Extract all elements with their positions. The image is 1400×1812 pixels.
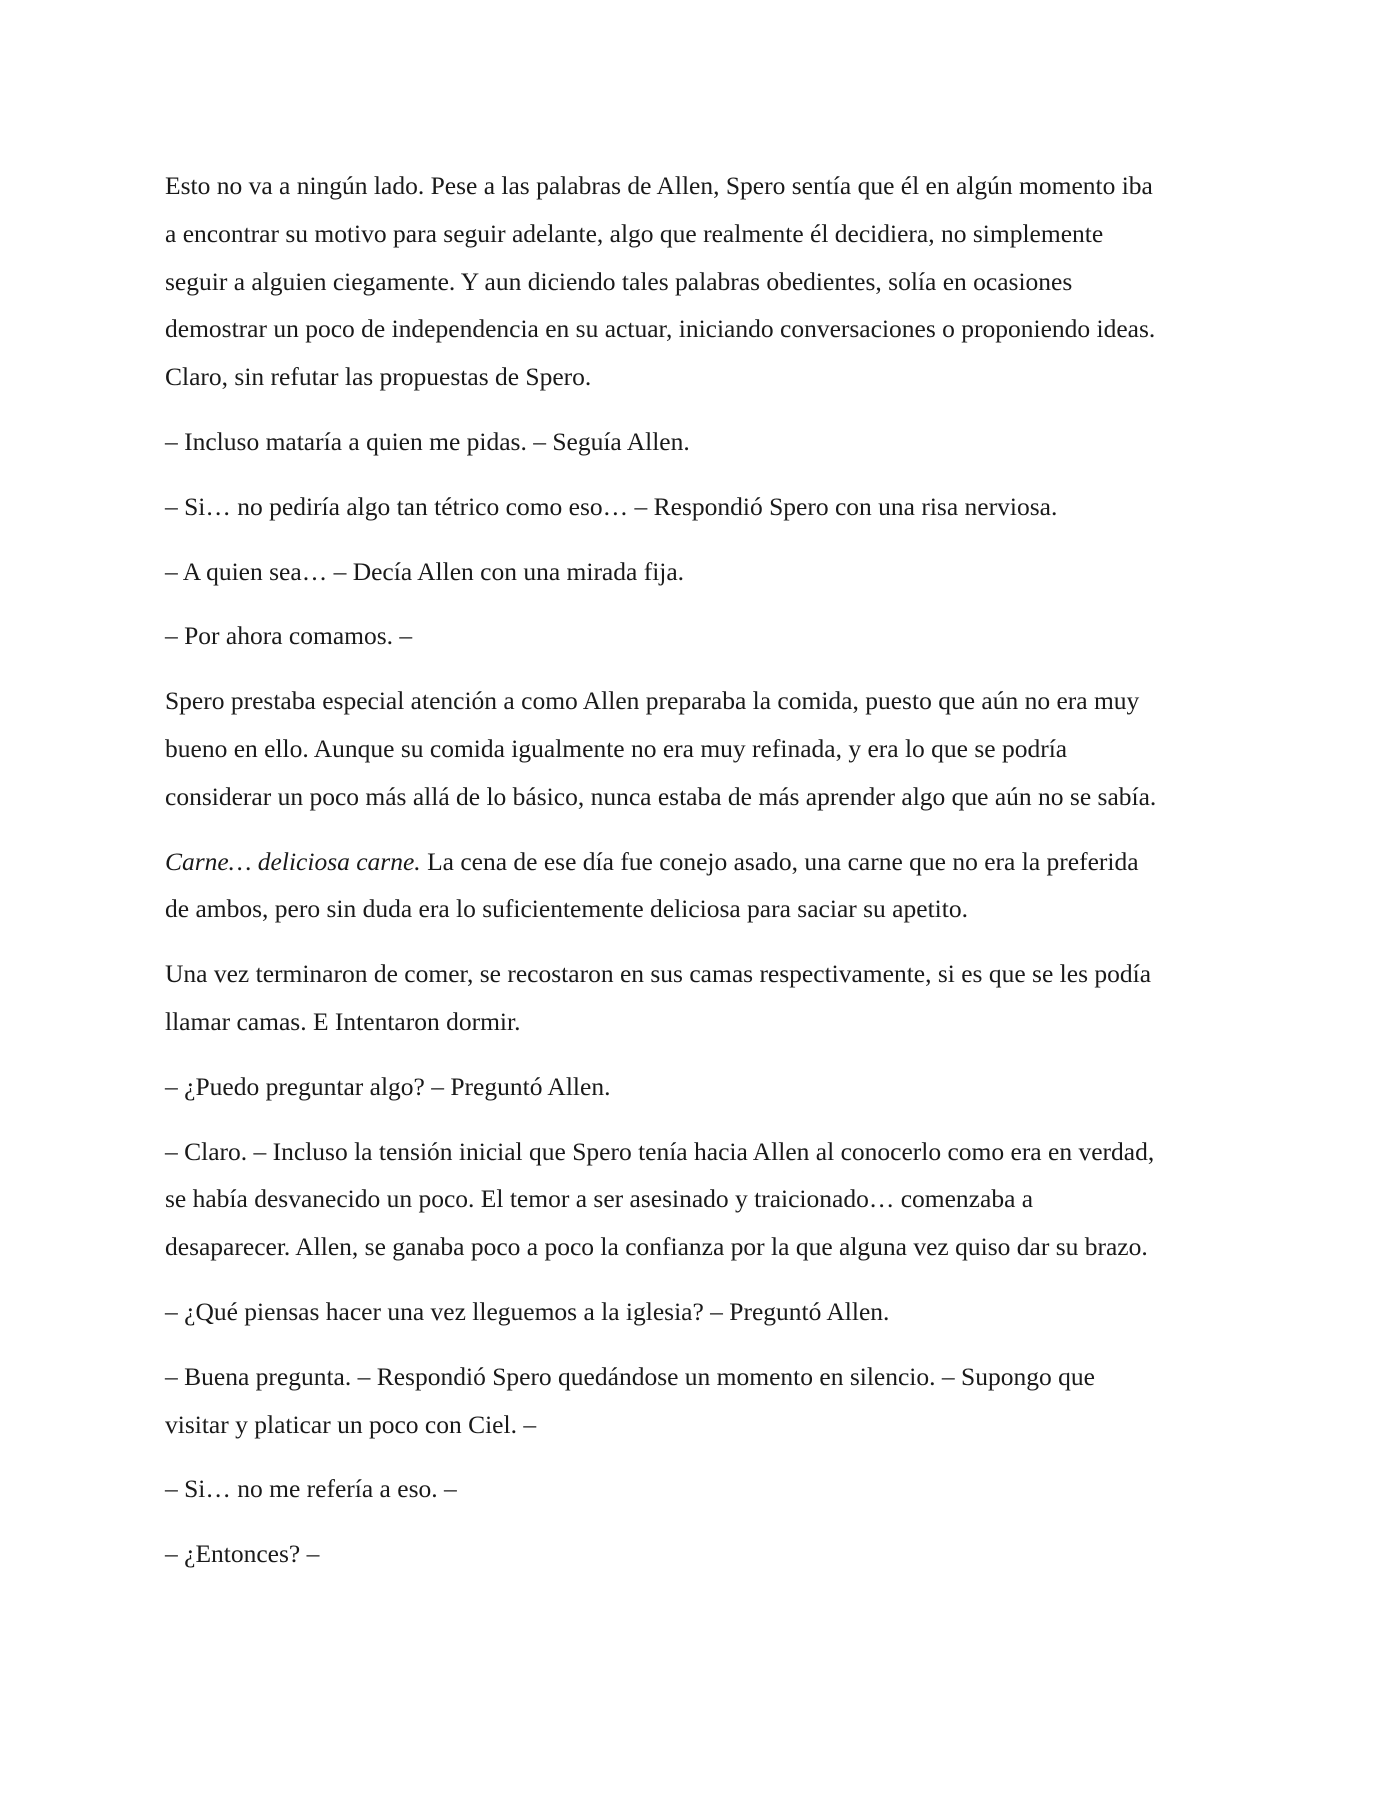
text-line: demostrar un poco de independencia en su actuar, iniciando conversaciones o proponiendo ideas. [165,314,1156,344]
paragraph-1 [165,162,1245,401]
paragraph-narration [165,950,1245,1046]
text-line: de ambos, pero sin duda era lo suficientemente deliciosa para saciar su apetito. [165,894,968,924]
text-line: – ¿Entonces? – [165,1539,320,1569]
dialogue-line [165,418,1245,466]
text-line: Esto no va a ningún lado. Pese a las palabras de Allen, Spero sentía que él en algún momento iba [165,171,1153,200]
text-line: a encontrar su motivo para seguir adelante, algo que realmente él decidiera, no simplemente [165,218,1104,248]
text-run: La cena de ese día fue conejo asado, una carne que no era la preferida [420,846,1139,876]
paragraph-narration [165,1128,1245,1271]
text-line: – ¿Puedo preguntar algo? – Preguntó Allen. [165,1071,611,1101]
text-line: – Claro. – Incluso la tensión inicial que Spero tenía hacia Allen al conocerlo como era en verdad, [165,1136,1155,1166]
text-line: bueno en ello. Aunque su comida igualmente no era muy refinada, y era lo que se podría [165,733,1068,763]
dialogue-line [165,1465,1245,1513]
text-line: – Por ahora comamos. – [165,621,413,651]
text-line: desaparecer. Allen, se ganaba poco a poco la confianza por la que alguna vez quiso dar su brazo. [165,1232,1148,1262]
text-line: visitar y platicar un poco con Ciel. – [165,1409,537,1439]
text-line [165,838,1245,886]
paragraph-narration [165,677,1245,820]
text-line: – ¿Qué piensas hacer una vez lleguemos a la iglesia? – Preguntó Allen. [165,1296,890,1326]
dialogue-line [165,1288,1245,1336]
text-line: Claro, sin refutar las propuestas de Spero. [165,362,592,392]
text-line: – Si… no pediría algo tan tétrico como eso… – Respondió Spero con una risa nerviosa. [165,491,1058,521]
text-line: – Buena pregunta. – Respondió Spero quedándose un momento en silencio. – Supongo que [165,1361,1095,1391]
text-line: llamar camas. E Intentaron dormir. [165,1006,521,1036]
dialogue-line [165,1530,1245,1578]
dialogue-line [165,1353,1245,1449]
dialogue-line [165,1063,1245,1111]
text-line: se había desvanecido un poco. El temor a ser asesinado y traicionado… comenzaba a [165,1184,1034,1214]
text-line: – A quien sea… – Decía Allen con una mirada fija. [165,556,685,586]
document-page [165,162,1245,1595]
text-line: Spero prestaba especial atención a como Allen preparaba la comida, puesto que aún no era muy [165,686,1140,716]
dialogue-line [165,483,1245,531]
dialogue-line [165,548,1245,596]
text-line: – Incluso mataría a quien me pidas. – Seguía Allen. [165,426,690,456]
text-line: considerar un poco más allá de lo básico, nunca estaba de más aprender algo que aún no se sabía. [165,781,1157,811]
text-line: – Si… no me refería a eso. – [165,1474,457,1504]
paragraph-narration [165,838,1245,934]
text-line: Una vez terminaron de comer, se recostaron en sus camas respectivamente, si es que se les podía [165,959,1152,989]
dialogue-line [165,612,1245,660]
text-line: seguir a alguien ciegamente. Y aun diciendo tales palabras obedientes, solía en ocasiones [165,266,1073,296]
italic-thought: Carne… deliciosa carne. [165,846,421,876]
